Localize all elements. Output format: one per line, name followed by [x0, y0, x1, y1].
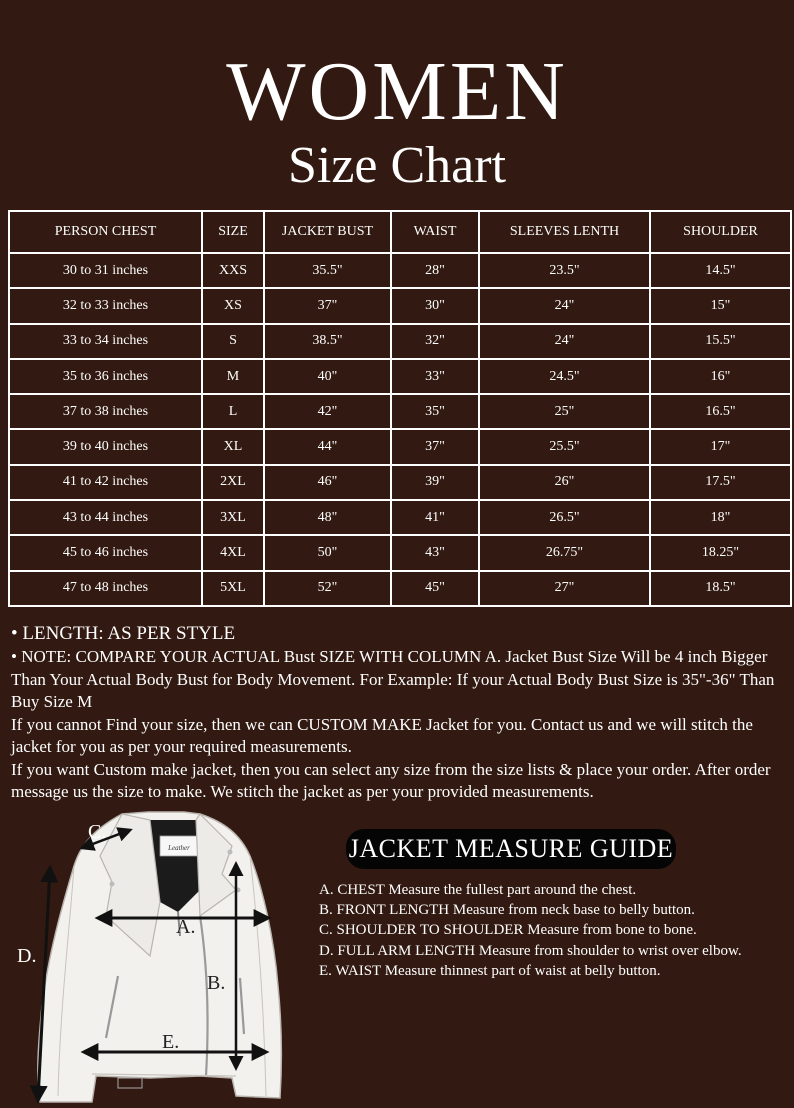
guide-item-waist: E. WAIST Measure thinnest part of waist at belly button.	[319, 962, 661, 979]
guide-item-front-length: B. FRONT LENGTH Measure from neck base to belly button.	[319, 902, 695, 919]
table-cell: 41"	[391, 500, 479, 535]
table-cell: 45"	[391, 571, 479, 606]
table-cell: 30"	[391, 288, 479, 323]
column-header-waist: WAIST	[391, 211, 479, 253]
table-cell: 16"	[650, 359, 791, 394]
table-cell: 30 to 31 inches	[9, 253, 202, 288]
column-header-jacket-bust: JACKET BUST	[264, 211, 391, 253]
table-cell: 14.5"	[650, 253, 791, 288]
jacket-illustration	[38, 812, 281, 1102]
table-row	[9, 288, 791, 323]
table-cell: 26.5"	[479, 500, 650, 535]
table-cell: XS	[202, 288, 264, 323]
table-cell: 17"	[650, 429, 791, 464]
table-cell: 3XL	[202, 500, 264, 535]
table-header-row	[9, 211, 791, 253]
table-cell: 25.5"	[479, 429, 650, 464]
table-row	[9, 359, 791, 394]
table-cell: 40"	[264, 359, 391, 394]
label-e: E.	[162, 1031, 180, 1053]
table-cell: 46"	[264, 465, 391, 500]
table-cell: 33 to 34 inches	[9, 324, 202, 359]
table-cell: 28"	[391, 253, 479, 288]
table-cell: 43"	[391, 535, 479, 570]
table-row	[9, 571, 791, 606]
table-cell: 37"	[391, 429, 479, 464]
table-cell: 32"	[391, 324, 479, 359]
table-row	[9, 394, 791, 429]
table-cell: 17.5"	[650, 465, 791, 500]
table-cell: 38.5"	[264, 324, 391, 359]
table-row	[9, 465, 791, 500]
label-b: B.	[207, 972, 226, 994]
table-cell: 24"	[479, 288, 650, 323]
table-cell: 27"	[479, 571, 650, 606]
length-note: • LENGTH: AS PER STYLE	[11, 623, 236, 644]
measure-guide-title: JACKET MEASURE GUIDE	[346, 829, 676, 869]
table-cell: 41 to 42 inches	[9, 465, 202, 500]
table-cell: 52"	[264, 571, 391, 606]
table-cell: 33"	[391, 359, 479, 394]
column-header-size: SIZE	[202, 211, 264, 253]
column-header-person-chest: PERSON CHEST	[9, 211, 202, 253]
table-cell: 18.5"	[650, 571, 791, 606]
guide-item-arm-length: D. FULL ARM LENGTH Measure from shoulder to wrist over elbow.	[319, 942, 742, 959]
table-cell: 39"	[391, 465, 479, 500]
table-cell: 42"	[264, 394, 391, 429]
table-cell: L	[202, 394, 264, 429]
table-cell: 37 to 38 inches	[9, 394, 202, 429]
table-cell: 16.5"	[650, 394, 791, 429]
table-cell: 43 to 44 inches	[9, 500, 202, 535]
table-cell: 18.25"	[650, 535, 791, 570]
table-cell: M	[202, 359, 264, 394]
table-cell: 35"	[391, 394, 479, 429]
table-cell: 48"	[264, 500, 391, 535]
custom-make-note: If you cannot Find your size, then we can CUSTOM MAKE Jacket for you. Contact us and we will stitch the jacket for you as per your required measurements.	[11, 714, 753, 756]
label-c: C.	[88, 821, 107, 843]
table-cell: 24.5"	[479, 359, 650, 394]
table-cell: 26.75"	[479, 535, 650, 570]
table-cell: 37"	[264, 288, 391, 323]
measure-guide-list	[319, 880, 789, 981]
table-cell: 50"	[264, 535, 391, 570]
table-cell: XL	[202, 429, 264, 464]
table-cell: 23.5"	[479, 253, 650, 288]
jacket-tag: Leather	[168, 844, 190, 852]
table-cell: 26"	[479, 465, 650, 500]
order-note: If you want Custom make jacket, then you can select any size from the size lists & place your order. After order message us the size to make. We stitch the jacket as per your provided measurements.	[11, 759, 771, 801]
table-cell: 25"	[479, 394, 650, 429]
table-cell: 15"	[650, 288, 791, 323]
guide-item-shoulder: C. SHOULDER TO SHOULDER Measure from bone to bone.	[319, 922, 697, 939]
table-cell: XXS	[202, 253, 264, 288]
table-row	[9, 324, 791, 359]
table-row	[9, 500, 791, 535]
jacket-measure-diagram	[0, 806, 330, 1108]
table-cell: 2XL	[202, 465, 264, 500]
table-cell: 15.5"	[650, 324, 791, 359]
page-subtitle: Size Chart	[287, 137, 507, 194]
table-row	[9, 535, 791, 570]
label-d: D.	[17, 945, 37, 967]
size-notes	[11, 622, 786, 804]
table-cell: 4XL	[202, 535, 264, 570]
guide-item-chest: A. CHEST Measure the fullest part around the chest.	[319, 882, 637, 898]
table-cell: 45 to 46 inches	[9, 535, 202, 570]
table-cell: 47 to 48 inches	[9, 571, 202, 606]
column-header-shoulder: SHOULDER	[650, 211, 791, 253]
table-row	[9, 429, 791, 464]
table-cell: 44"	[264, 429, 391, 464]
bust-note: • NOTE: COMPARE YOUR ACTUAL Bust SIZE WITH COLUMN A. Jacket Bust Size Will be 4 inch Bigger Than Your Actual Body Bust for Body Movement. For Example: If your Actual Body Bust Size is 35"-36" Than Buy Size M	[11, 647, 775, 711]
table-cell: 5XL	[202, 571, 264, 606]
table-cell: 24"	[479, 324, 650, 359]
table-cell: 18"	[650, 500, 791, 535]
column-header-sleeves-length: SLEEVES LENTH	[479, 211, 650, 253]
size-chart-table	[8, 210, 792, 607]
table-cell: 35.5"	[264, 253, 391, 288]
page-title: WOMEN	[226, 45, 568, 138]
label-a: A.	[176, 916, 196, 938]
table-cell: S	[202, 324, 264, 359]
table-cell: 32 to 33 inches	[9, 288, 202, 323]
table-cell: 35 to 36 inches	[9, 359, 202, 394]
table-row	[9, 253, 791, 288]
table-cell: 39 to 40 inches	[9, 429, 202, 464]
